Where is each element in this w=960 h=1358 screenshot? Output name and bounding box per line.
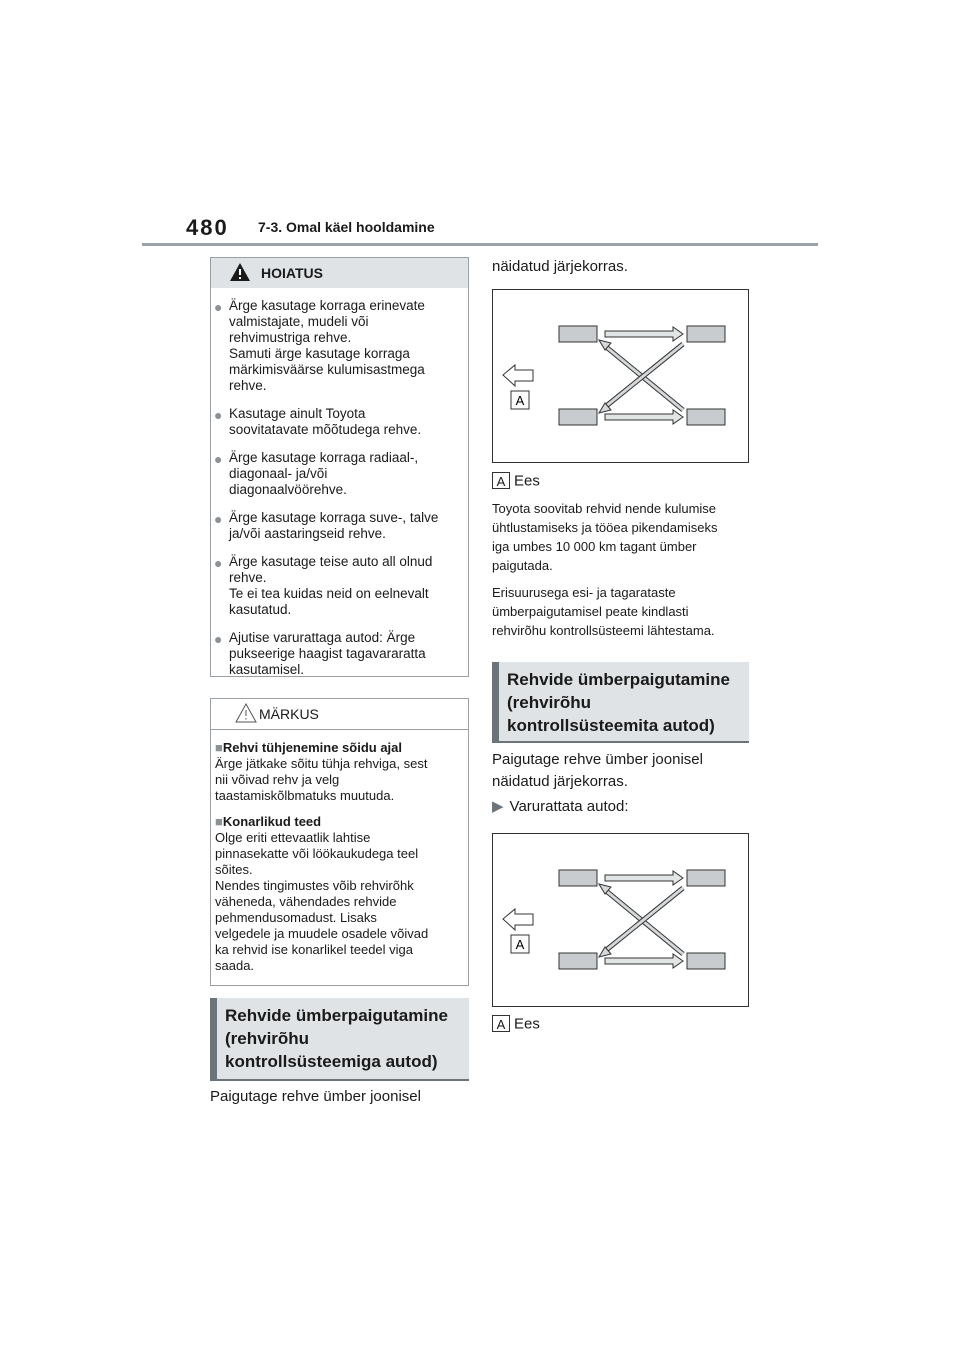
paragraph: Paigutage rehve ümber joonisel: [210, 1088, 421, 1105]
bullet-dot-icon: ●: [214, 407, 223, 423]
notice-text: Olge eriti ettevaatlik lahtise pinnasekatte või löökaukudega teel sõites. Nendes tingimustes võib rehvirõhk väheneda, vähendades rehvide pehmendusomadust. Lisaks velgedele ja muudele osadele võivad ka rehvid ise konarlikel teedel viga saada.: [215, 830, 429, 973]
warning-icon: [229, 262, 251, 282]
section-heading-without-tpms: Rehvide ümberpaigutamine (rehvirõhu kontrollsüsteemita autod): [492, 662, 749, 743]
warning-item-text: Ärge kasutage korraga erinevate valmistajate, mudeli või rehvimustriga rehve. Samuti ärge kasutage korraga märkimisväärse kulumisastmega rehve.: [229, 298, 425, 393]
list-item: [211, 554, 458, 618]
paragraph: Toyota soovitab rehvid nende kulumise ühtlustamiseks ja tööea pikendamiseks iga umbes 10 000 km tagant ümber paigutada.: [492, 501, 718, 573]
square-bullet-icon: ■: [215, 814, 223, 829]
warning-title: HOIATUS: [261, 265, 323, 281]
bullet-dot-icon: ●: [214, 631, 223, 647]
warning-item-text: Ärge kasutage teise auto all olnud rehve. Te ei tea kuidas neid on eelnevalt kasutatud.: [229, 554, 433, 617]
notice-subheading: [215, 740, 462, 756]
rotation-diagram-graphic: [493, 290, 748, 462]
bullet-item: [492, 797, 629, 815]
bullet-dot-icon: ●: [214, 511, 223, 527]
tire-rotation-diagram: [492, 289, 749, 463]
legend-text: Ees: [514, 472, 540, 490]
notice-header: [211, 699, 468, 730]
bullet-dot-icon: ●: [214, 451, 223, 467]
legend-text: Ees: [514, 1015, 540, 1033]
diagram-legend: [492, 472, 540, 490]
notice-subheading: [215, 814, 462, 830]
notice-subheading-text: Konarlikud teed: [222, 814, 322, 829]
list-item: [211, 630, 458, 678]
section-heading-with-tpms: Rehvide ümberpaigutamine (rehvirõhu kontrollsüsteemiga autod): [210, 998, 469, 1081]
notice-subheading-text: Rehvi tühjenemine sõidu ajal: [222, 740, 403, 755]
legend-letter: A: [492, 1015, 510, 1032]
header-rule: [142, 243, 818, 246]
notice-icon: [235, 703, 257, 723]
bullet-dot-icon: ●: [214, 555, 223, 571]
paragraph: Erisuurusega esi- ja tagarataste ümberpaigutamisel peate kindlasti rehvirõhu kontrollsüsteemi lähtestama.: [492, 585, 715, 638]
legend-letter: A: [492, 472, 510, 489]
warning-header: [211, 258, 468, 288]
section-title: 7-3. Omal käel hooldamine: [258, 219, 435, 235]
bullet-text: Varurattata autod:: [509, 798, 629, 815]
bullet-dot-icon: ●: [214, 299, 223, 315]
page-number: 480: [186, 215, 229, 240]
rotation-diagram-graphic: [493, 834, 748, 1006]
diagram-label: A: [515, 393, 525, 408]
notice-text: Ärge jätkake sõitu tühja rehviga, sest nii võivad rehv ja velg taastamiskõlbmatuks muutuda.: [215, 756, 428, 803]
warning-item-text: Ärge kasutage korraga radiaal-, diagonaal- ja/või diagonaalvöörehve.: [229, 450, 419, 497]
notice-box: [210, 698, 469, 986]
square-bullet-icon: ■: [215, 740, 223, 755]
warning-item-text: Ajutise varurattaga autod: Ärge pukseerige haagist tagavararatta kasutamisel.: [229, 630, 426, 677]
diagram-label: A: [515, 937, 525, 952]
paragraph: Paigutage rehve ümber joonisel näidatud järjekorras.: [492, 751, 703, 790]
paragraph: näidatud järjekorras.: [492, 258, 628, 275]
notice-body: [211, 730, 468, 974]
list-item: [211, 510, 458, 542]
warning-item-text: Kasutage ainult Toyota soovitatavate mõõtudega rehve.: [229, 406, 422, 437]
arrow-bullet-icon: ▶: [492, 798, 504, 815]
notice-title: MÄRKUS: [259, 706, 319, 722]
list-item: [211, 450, 458, 498]
list-item: [211, 298, 458, 394]
diagram-legend: [492, 1015, 540, 1033]
tire-rotation-diagram: [492, 833, 749, 1007]
list-item: [211, 406, 458, 438]
warning-item-text: Ärge kasutage korraga suve-, talve ja/või aastaringseid rehve.: [229, 510, 439, 541]
warning-list: [211, 288, 468, 678]
warning-box: [210, 257, 469, 677]
